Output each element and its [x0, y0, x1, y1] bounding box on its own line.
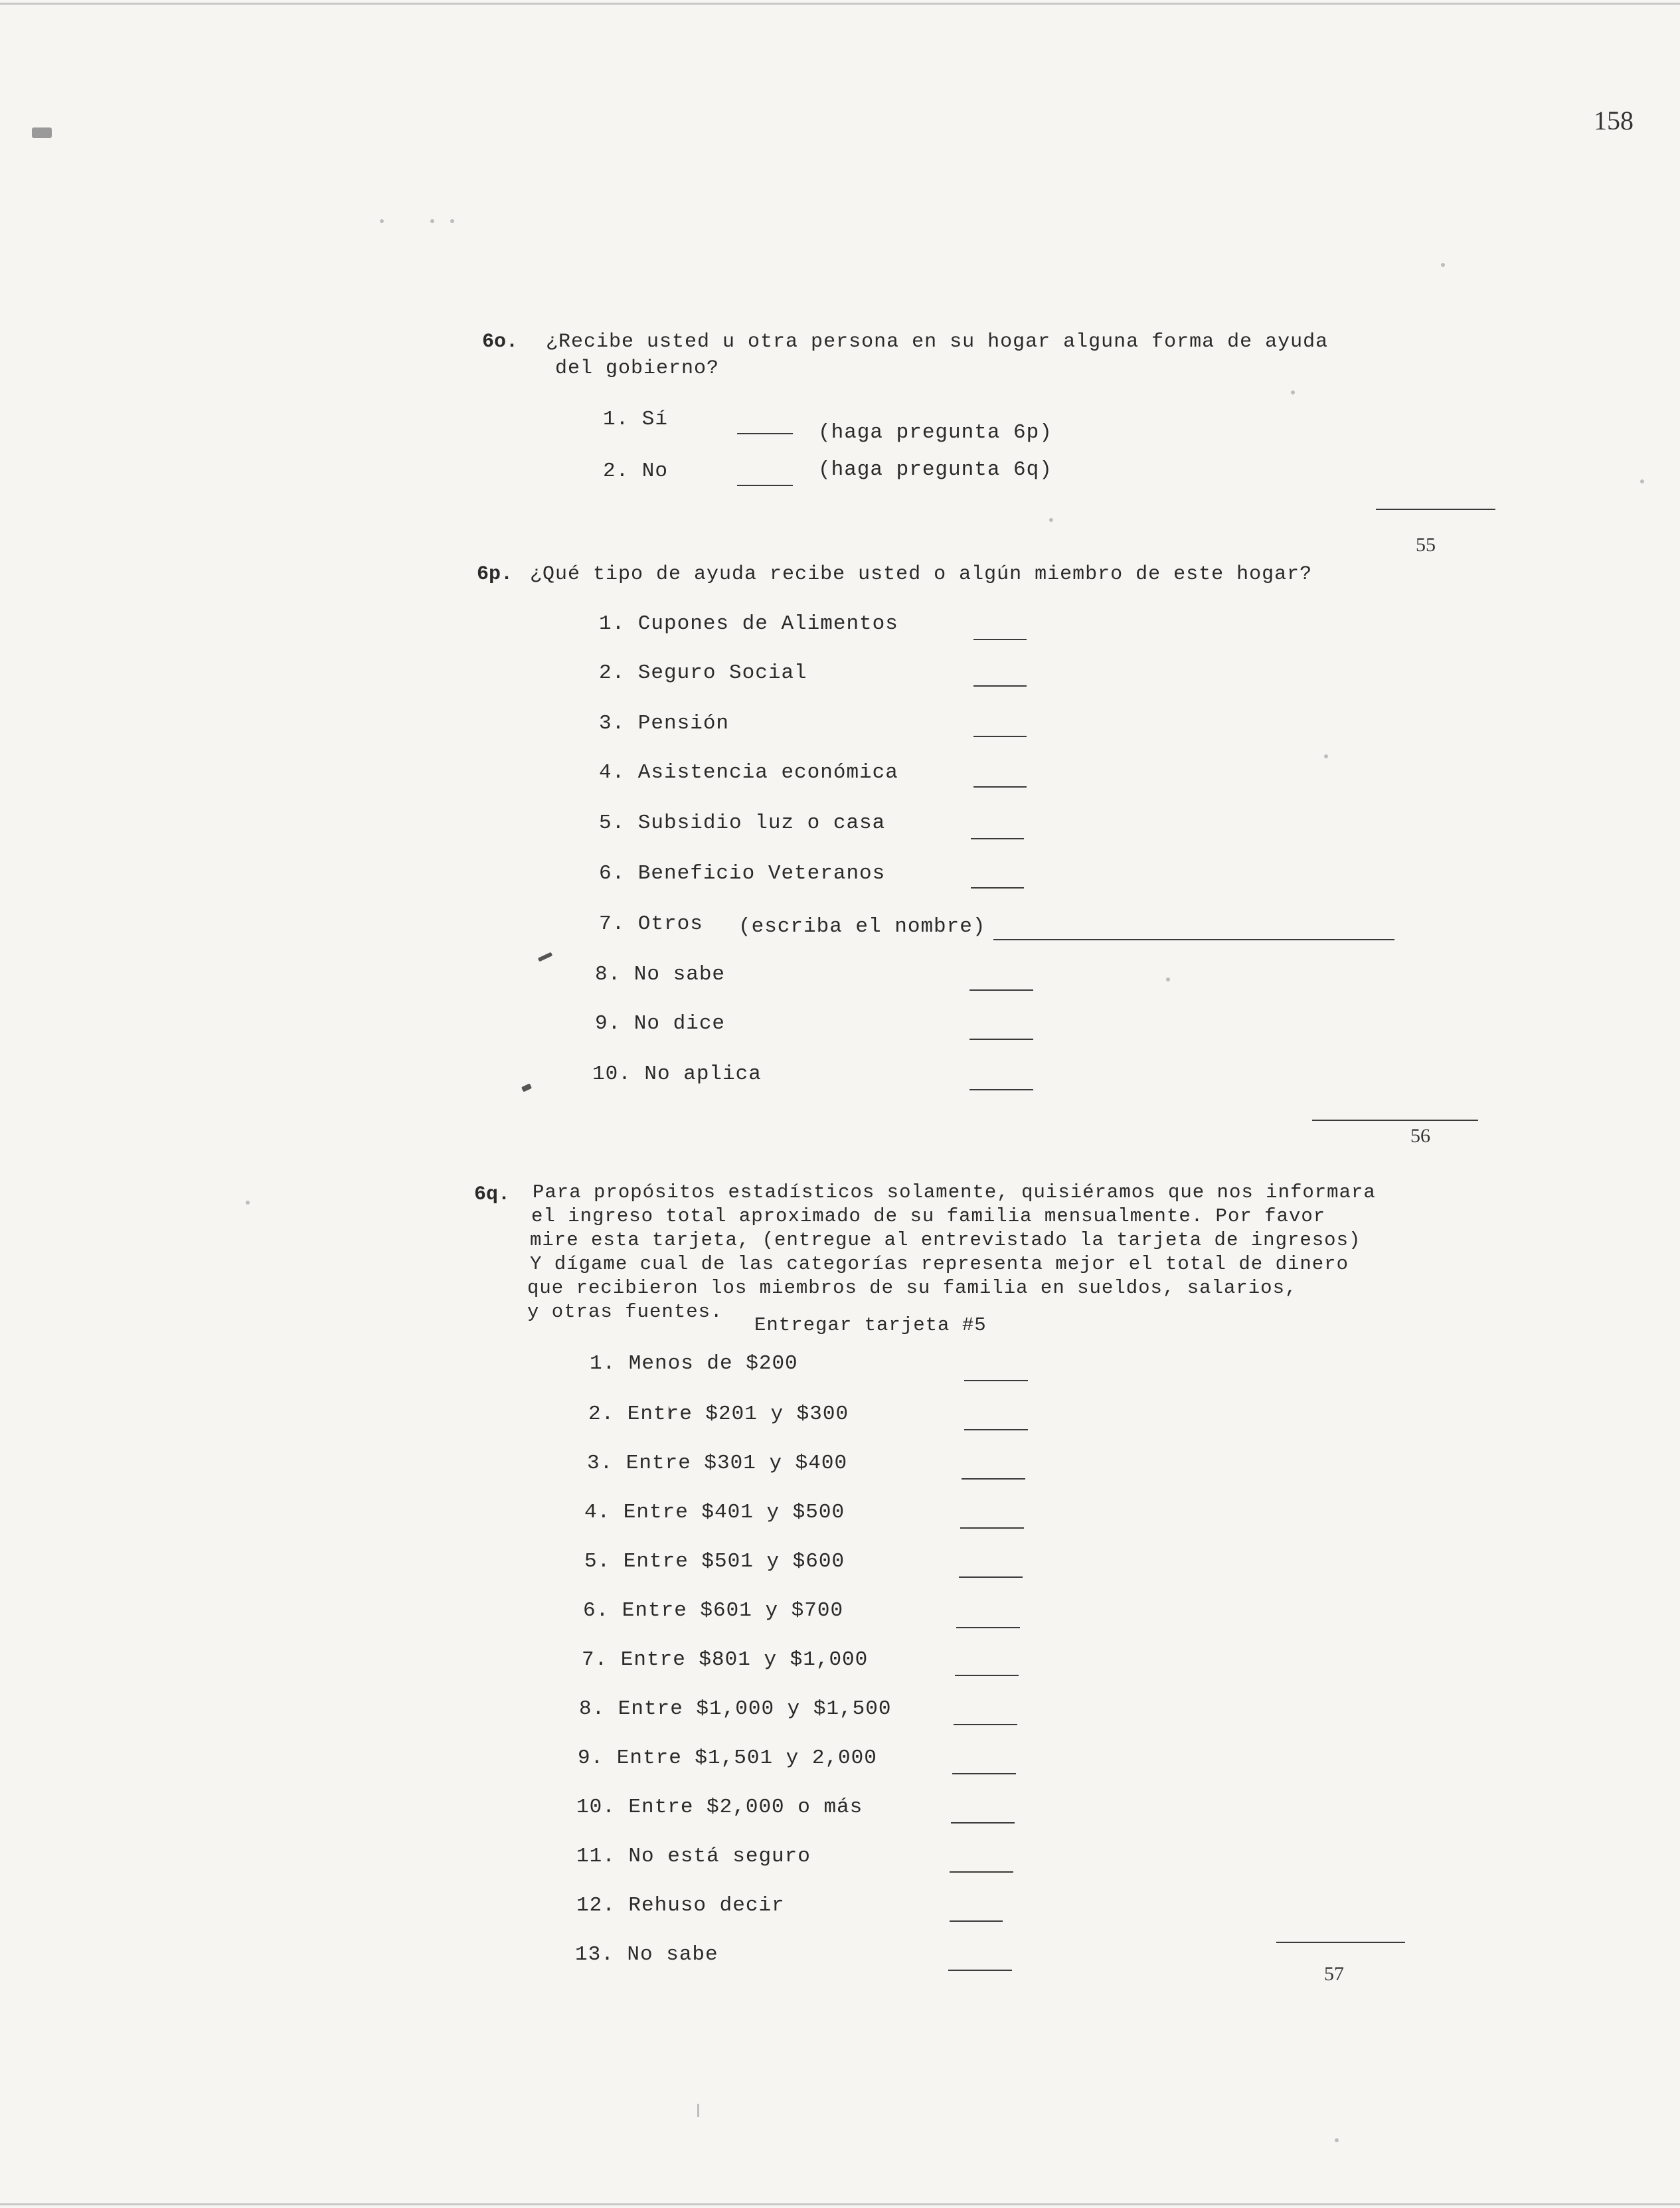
answer-blank-6p-10[interactable]	[969, 1089, 1033, 1090]
option-6p-8: 8. No sabe	[595, 963, 726, 986]
option-6p-9: 9. No dice	[595, 1012, 726, 1035]
question-6o-text-continued: del gobierno?	[555, 357, 720, 380]
option-6p-7-instruction: (escriba el nombre)	[738, 915, 986, 938]
question-6q-text-line-1: Para propósitos estadísticos solamente, quisiéramos que nos informara	[533, 1181, 1376, 1203]
scan-speck	[1640, 479, 1644, 483]
scan-speck	[1324, 754, 1328, 758]
answer-blank-6q-6[interactable]	[956, 1627, 1020, 1628]
question-6o-text: ¿Recibe usted u otra persona en su hogar alguna forma de ayuda	[546, 331, 1329, 353]
answer-blank-6q-5[interactable]	[959, 1576, 1023, 1578]
option-6p-10: 10. No aplica	[592, 1062, 762, 1086]
option-6q-13: 13. No sabe	[575, 1943, 718, 1966]
card-instruction: Entregar tarjeta #5	[754, 1314, 987, 1336]
scan-top-edge	[0, 3, 1680, 5]
option-6p-7: 7. Otros	[599, 912, 703, 936]
answer-blank-6p-3[interactable]	[973, 736, 1027, 737]
answer-blank-6q-7[interactable]	[955, 1675, 1019, 1676]
option-6p-3: 3. Pensión	[599, 712, 730, 735]
column-code-55: 55	[1416, 534, 1436, 556]
scan-speck	[430, 219, 434, 223]
scan-speck	[450, 219, 454, 223]
answer-blank-6o-2[interactable]	[737, 485, 793, 486]
option-6q-8: 8. Entre $1,000 y $1,500	[579, 1697, 892, 1721]
column-code-56: 56	[1410, 1125, 1430, 1147]
question-6p-number: 6p.	[477, 563, 513, 586]
answer-blank-6p-6[interactable]	[971, 887, 1024, 889]
option-6p-2: 2. Seguro Social	[599, 661, 807, 685]
scan-speck	[697, 2104, 699, 2117]
scan-speck	[1441, 263, 1445, 267]
scan-speck	[380, 219, 384, 223]
option-6p-5: 5. Subsidio luz o casa	[599, 811, 886, 835]
answer-blank-6q-1[interactable]	[964, 1380, 1028, 1381]
answer-blank-6p-4[interactable]	[973, 786, 1027, 788]
scan-bottom-edge	[0, 2203, 1680, 2205]
question-6q-text-line-3: mire esta tarjeta, (entregue al entrevistado la tarjeta de ingresos)	[530, 1229, 1361, 1251]
code-line-55[interactable]	[1376, 509, 1495, 510]
answer-blank-6p-1[interactable]	[973, 639, 1027, 640]
option-6q-6: 6. Entre $601 y $700	[583, 1599, 844, 1622]
answer-blank-6p-9[interactable]	[969, 1039, 1033, 1040]
column-code-57: 57	[1324, 1963, 1344, 1985]
code-line-57[interactable]	[1276, 1942, 1405, 1943]
option-6o-2-note: (haga pregunta 6q)	[818, 458, 1052, 481]
pencil-mark	[521, 1083, 532, 1092]
question-6q-text-line-5: que recibieron los miembros de su familia en sueldos, salarios,	[527, 1277, 1298, 1299]
answer-blank-6q-4[interactable]	[960, 1527, 1024, 1529]
option-6q-9: 9. Entre $1,501 y 2,000	[578, 1746, 877, 1770]
page-number: 158	[1594, 106, 1634, 135]
option-6q-2: 2. Entre $201 y $300	[588, 1402, 849, 1426]
answer-blank-6q-3[interactable]	[962, 1478, 1025, 1480]
answer-blank-6q-12[interactable]	[950, 1920, 1003, 1922]
answer-blank-6q-9[interactable]	[952, 1773, 1016, 1774]
option-6q-4: 4. Entre $401 y $500	[584, 1501, 845, 1524]
answer-blank-6p-5[interactable]	[971, 838, 1024, 839]
option-6q-7: 7. Entre $801 y $1,000	[582, 1648, 869, 1671]
question-6q-text-line-2: el ingreso total aproximado de su familia mensualmente. Por favor	[531, 1205, 1326, 1227]
option-6q-3: 3. Entre $301 y $400	[587, 1452, 848, 1475]
question-6q-number: 6q.	[474, 1183, 511, 1206]
answer-blank-6p-7-other[interactable]	[993, 939, 1394, 940]
question-6p-text: ¿Qué tipo de ayuda recibe usted o algún miembro de este hogar?	[530, 563, 1313, 586]
answer-blank-6q-13[interactable]	[948, 1970, 1012, 1971]
option-6p-4: 4. Asistencia económica	[599, 761, 898, 784]
scan-speck	[1335, 2138, 1339, 2142]
option-6q-1: 1. Menos de $200	[590, 1352, 798, 1375]
scan-speck	[1049, 518, 1053, 522]
question-6o-number: 6o.	[482, 331, 519, 353]
code-line-56[interactable]	[1312, 1120, 1478, 1121]
option-6q-5: 5. Entre $501 y $600	[584, 1550, 845, 1573]
option-6p-1: 1. Cupones de Alimentos	[599, 612, 898, 636]
option-6q-10: 10. Entre $2,000 o más	[576, 1796, 863, 1819]
answer-blank-6q-11[interactable]	[950, 1871, 1013, 1873]
answer-blank-6q-8[interactable]	[954, 1724, 1017, 1725]
option-6o-1-note: (haga pregunta 6p)	[818, 421, 1052, 444]
option-6p-6: 6. Beneficio Veteranos	[599, 862, 886, 885]
option-6q-11: 11. No está seguro	[576, 1845, 811, 1868]
option-6q-12: 12. Rehuso decir	[576, 1894, 785, 1917]
answer-blank-6q-2[interactable]	[964, 1429, 1028, 1430]
option-6o-2: 2. No	[603, 460, 669, 483]
answer-blank-6o-1[interactable]	[737, 433, 793, 434]
scan-artifact	[32, 127, 52, 138]
pencil-mark	[538, 952, 552, 962]
option-6o-1: 1. Sí	[603, 408, 669, 431]
scan-speck	[246, 1201, 250, 1205]
question-6q-text-line-6: y otras fuentes.	[527, 1301, 723, 1323]
scan-speck	[1166, 977, 1170, 981]
scan-speck	[1291, 390, 1295, 394]
answer-blank-6p-8[interactable]	[969, 989, 1033, 991]
answer-blank-6q-10[interactable]	[951, 1822, 1015, 1824]
question-6q-text-line-4: Y dígame cual de las categorías representa mejor el total de dinero	[530, 1253, 1349, 1275]
answer-blank-6p-2[interactable]	[973, 685, 1027, 687]
